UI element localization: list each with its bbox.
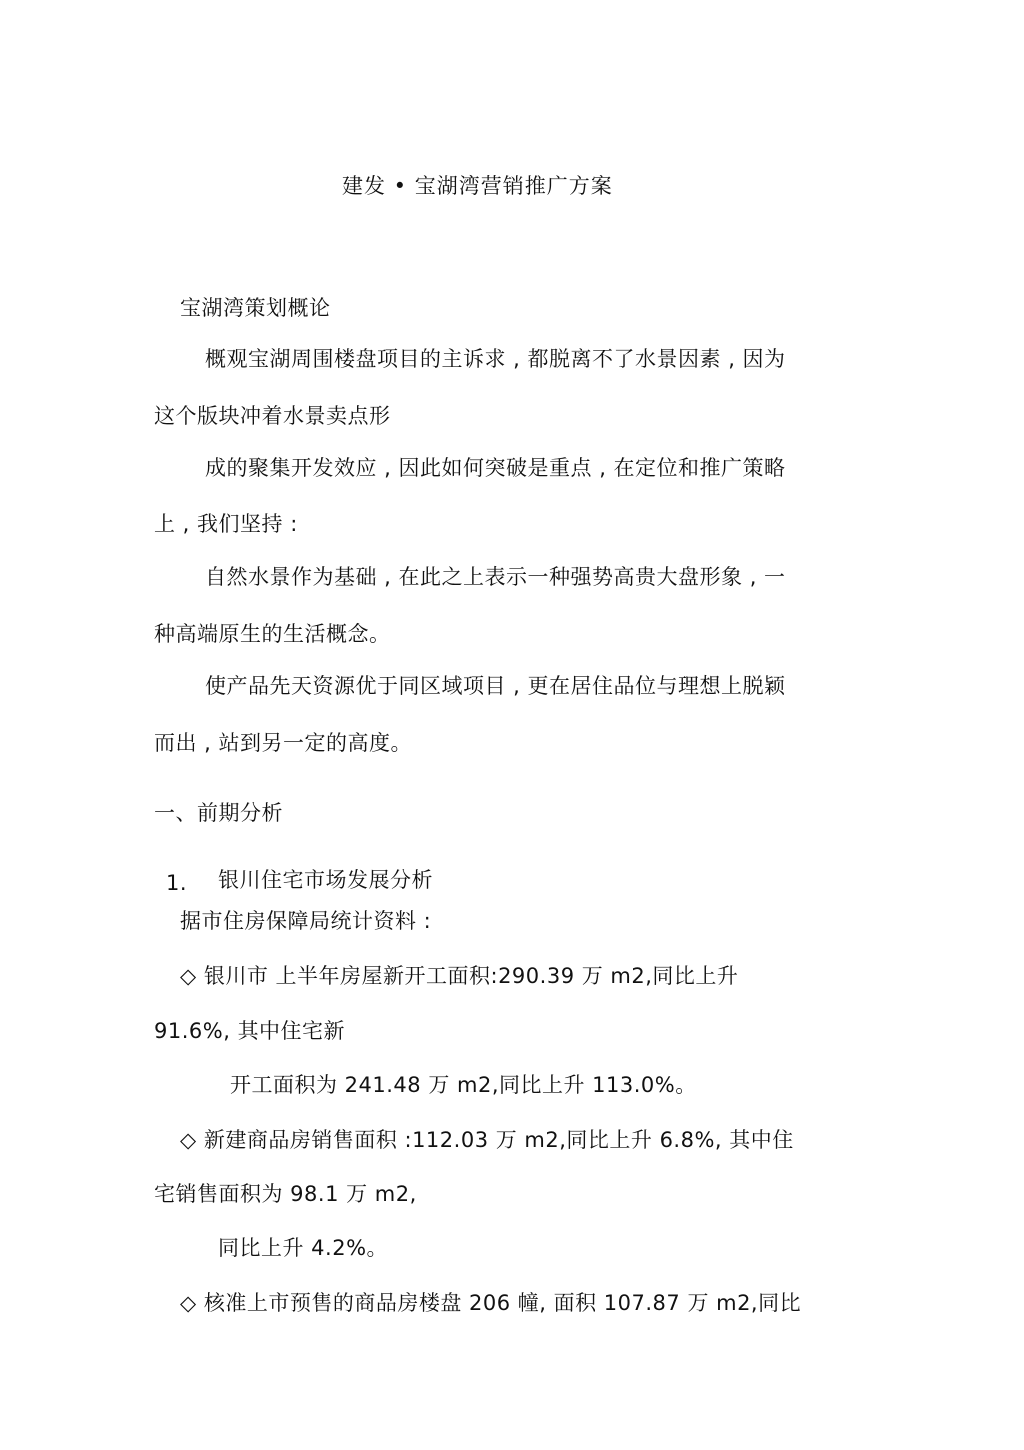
paragraph-line: 概观宝湖周围楼盘项目的主诉求 , 都脱离不了水景因素 , 因为	[205, 347, 786, 371]
sub-heading: 银川住宅市场发展分析	[218, 868, 433, 892]
bullet-line: ◇ 银川市 上半年房屋新开工面积:290.39 万 m2,同比上升	[180, 964, 739, 988]
paragraph-line: 这个版块冲着水景卖点形	[154, 404, 391, 428]
paragraph-line: 成的聚集开发效应 , 因此如何突破是重点 , 在定位和推广策略	[205, 456, 786, 480]
bullet-line: 宅销售面积为 98.1 万 m2,	[154, 1182, 417, 1206]
bullet-line: 同比上升 4.2%。	[218, 1236, 389, 1260]
paragraph-line: 上 , 我们坚持 :	[154, 512, 298, 536]
paragraph-line: 自然水景作为基础 , 在此之上表示一种强势高贵大盘形象 , 一	[205, 565, 786, 589]
source-line: 据市住房保障局统计资料 :	[180, 909, 432, 933]
sub-number: 1.	[166, 871, 188, 895]
bullet-line: 开工面积为 241.48 万 m2,同比上升 113.0%。	[230, 1073, 697, 1097]
paragraph-line: 而出 , 站到另一定的高度。	[154, 731, 413, 755]
bullet-line: ◇ 核准上市预售的商品房楼盘 206 幢, 面积 107.87 万 m2,同比	[180, 1291, 802, 1315]
section-heading: 宝湖湾策划概论	[180, 296, 331, 320]
bullet-line: 91.6%, 其中住宅新	[154, 1019, 346, 1043]
bullet-line: ◇ 新建商品房销售面积 :112.03 万 m2,同比上升 6.8%, 其中住	[180, 1128, 794, 1152]
document-title: 建发 • 宝湖湾营销推广方案	[342, 174, 613, 198]
paragraph-line: 使产品先天资源优于同区域项目 , 更在居住品位与理想上脱颖	[205, 674, 786, 698]
paragraph-line: 种高端原生的生活概念。	[154, 622, 391, 646]
part-heading: 一、前期分析	[154, 801, 283, 825]
